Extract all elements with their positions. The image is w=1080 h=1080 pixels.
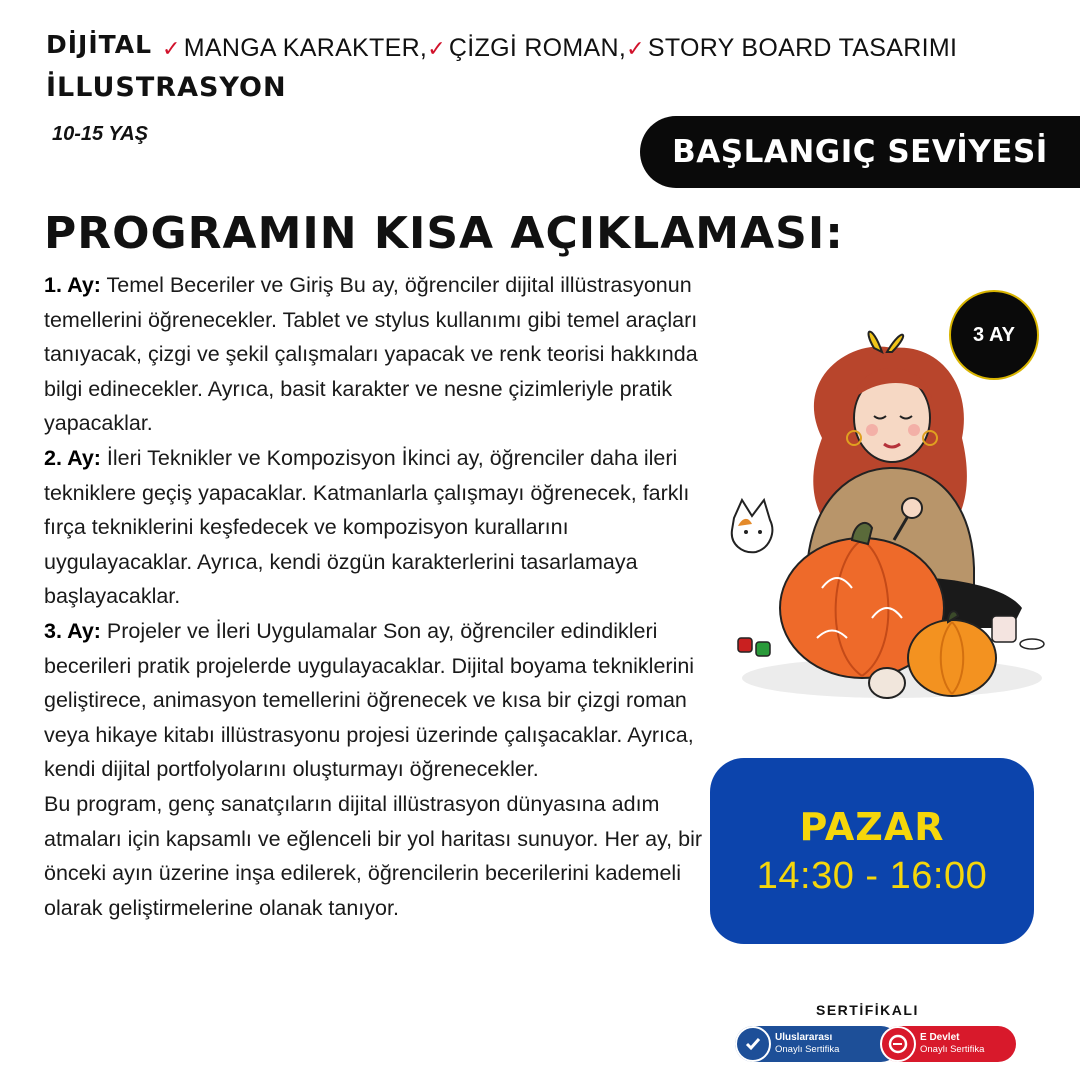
schedule-day: PAZAR (799, 804, 945, 849)
month2-label: 2. Ay: (44, 445, 101, 470)
edevlet-certificate-badge (880, 1026, 1016, 1062)
month3-text: Projeler ve İleri Uygulamalar Son ay, öğrenciler edindikleri becerileri pratik projelerde uygulayacaklar. Dijital boyama tekniklerini geliştirece, animasyon temellerini öğrenecek ve kısa bir çizgi roman veya hikaye kitabı illüstrasyonu projesi üzerinde çalışacaklar. Ayrıca, kendi dijital portfolyolarını oluşturmayı öğrenecekler. (44, 618, 695, 782)
girl-painting-pumpkin-illustration (712, 318, 1072, 706)
month2-text: İleri Teknikler ve Kompozisyon İkinci ay, öğrenciler daha ileri tekniklere geçiş yapacaklar. Katmanlarla çalışmayı öğrenecek, farklı fırça tekniklerini keşfedecek ve kompozisyon kurallarını uygulayacaklar. Ayrıca, kendi özgün karakterlerini tasarlamaya başlayacaklar. (44, 445, 690, 609)
level-badge: BAŞLANGIÇ SEVİYESİ (640, 116, 1080, 188)
program-title-line2: İLLUSTRASYON (46, 72, 287, 103)
tag-manga: MANGA KARAKTER, (183, 34, 428, 62)
check-icon: ✓ (626, 35, 645, 61)
month1-paragraph (44, 268, 714, 441)
check-icon: ✓ (427, 35, 446, 61)
duration-badge: 3 AY (949, 290, 1039, 380)
cert-gov-line1: E Devlet (920, 1032, 960, 1043)
section-title: PROGRAMIN KISA AÇIKLAMASI: (44, 208, 844, 259)
schedule-card (710, 758, 1034, 944)
cert-intl-line1: Uluslararası (775, 1032, 833, 1043)
month1-label: 1. Ay: (44, 273, 101, 297)
month1-text: Temel Beceriler ve Giriş Bu ay, öğrenciler dijital illüstrasyonun temellerini öğrenecekler. Tablet ve stylus kullanımı gibi temel araçları tanıyacak, çizgi ve şekil çalışmaları yapacak ve renk teorisi hakkında bilgi edinecekler. Ayrıca, basit karakter ve nesne çizimleriyle pratik yapacaklar. (44, 273, 698, 436)
check-icon: ✓ (162, 35, 181, 61)
international-certificate-badge (735, 1026, 899, 1062)
program-description (44, 268, 714, 925)
topic-tags (162, 34, 957, 63)
program-title-line1: DİJİTAL (46, 30, 153, 59)
tag-storyboard: STORY BOARD TASARIMI (647, 34, 958, 62)
edevlet-logo-icon (880, 1026, 916, 1062)
schedule-time: 14:30 - 16:00 (756, 854, 988, 897)
checkmark-circle-icon (735, 1026, 771, 1062)
certificate-heading: SERTİFİKALI (816, 1002, 919, 1018)
tag-comic: ÇİZGİ ROMAN, (448, 34, 627, 62)
month3-paragraph (44, 614, 714, 787)
cert-gov-line2: Onaylı Sertifika (920, 1044, 985, 1055)
closing-paragraph: Bu program, genç sanatçıların dijital illüstrasyon dünyasına adım atmaları için kapsamlı ve eğlenceli bir yol haritası sunuyor. Her ay, bir önceki ayın üzerine inşa edilerek, öğrencilerin becerilerini kademeli olarak geliştirmelerine olanak tanıyor. (44, 791, 703, 920)
month3-label: 3. Ay: (44, 618, 101, 643)
month2-paragraph (44, 441, 714, 614)
cert-intl-line2: Onaylı Sertifika (775, 1044, 840, 1055)
age-range: 10-15 YAŞ (52, 123, 148, 145)
